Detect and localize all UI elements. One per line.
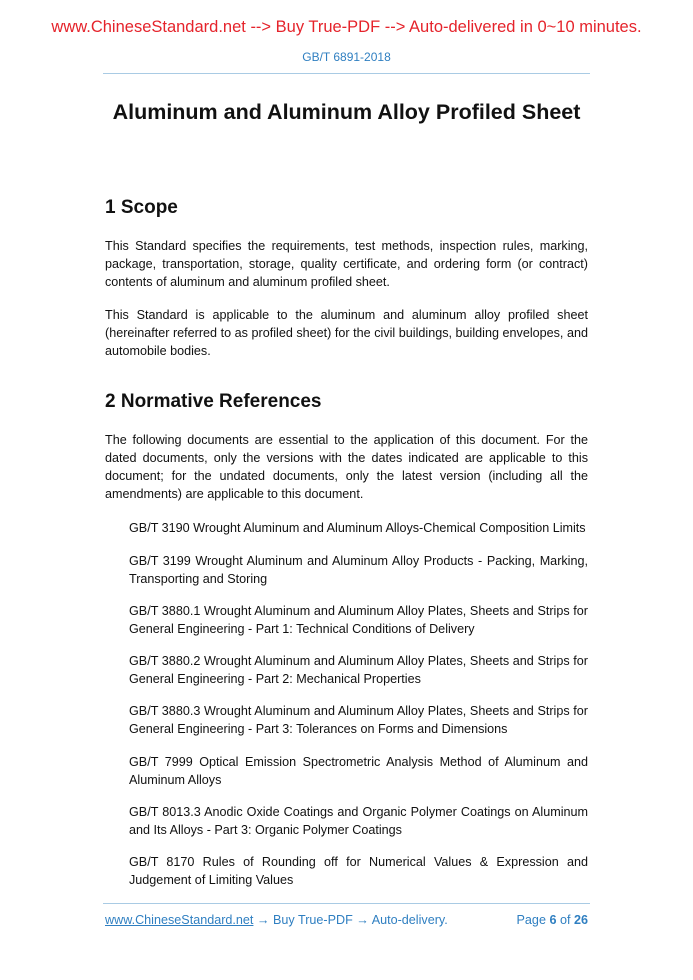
paragraph: This Standard is applicable to the aluminum and aluminum alloy profiled sheet (hereinafter referred to as profiled sheet) for the civil buildings, building envelopes, and automobile bodies. [105, 308, 588, 358]
section-heading-scope: 1 Scope [105, 197, 178, 218]
page-indicator [517, 913, 588, 927]
reference-item: GB/T 8170 Rules of Rounding off for Numerical Values & Expression and Judgement of Limiting Values [129, 855, 588, 887]
page-total: 26 [573, 913, 588, 927]
promo-banner: www.ChineseStandard.net --> Buy True-PDF --> Auto-delivered in 0~10 minutes. [51, 18, 642, 36]
doc-number: GB/T 6891-2018 [302, 50, 391, 64]
reference-item: GB/T 3199 Wrought Aluminum and Aluminum Alloy Products - Packing, Marking, Transporting and Storing [129, 554, 588, 586]
reference-item: GB/T 3880.2 Wrought Aluminum and Aluminum Alloy Plates, Sheets and Strips for General Engineering - Part 2: Mechanical Properties [129, 654, 588, 686]
document-title: Aluminum and Aluminum Alloy Profiled Sheet [112, 100, 581, 124]
footer-promo [105, 913, 448, 927]
page-of: of [556, 913, 574, 927]
page-current: 6 [549, 913, 557, 927]
section-heading-normative-references: 2 Normative References [105, 391, 322, 412]
reference-item: GB/T 3190 Wrought Aluminum and Aluminum Alloys-Chemical Composition Limits [129, 521, 586, 535]
paragraph: The following documents are essential to the application of this document. For the dated documents, only the versions with the dates indicated are applicable to this document; for the undated documents, only the latest version (including all the amendments) are applicable to this document. [105, 433, 588, 501]
reference-item: GB/T 7999 Optical Emission Spectrometric Analysis Method of Aluminum and Aluminum Alloys [129, 755, 588, 787]
footer [105, 913, 588, 927]
footer-tagline: → Buy True-PDF → Auto-delivery. [253, 913, 448, 927]
footer-divider [103, 903, 590, 904]
footer-link[interactable]: www.ChineseStandard.net [105, 913, 254, 927]
paragraph: This Standard specifies the requirements, test methods, inspection rules, marking, package, transportation, storage, quality certificate, and ordering form (or contract) contents of aluminum and aluminum profiled sheet. [105, 239, 588, 289]
page-label: Page [516, 913, 550, 927]
reference-item: GB/T 3880.3 Wrought Aluminum and Aluminum Alloy Plates, Sheets and Strips for General Engineering - Part 3: Tolerances on Forms and Dimensions [129, 704, 588, 736]
reference-item: GB/T 8013.3 Anodic Oxide Coatings and Organic Polymer Coatings on Aluminum and Its Alloys - Part 3: Organic Polymer Coatings [129, 805, 588, 837]
header-divider [103, 73, 590, 74]
reference-item: GB/T 3880.1 Wrought Aluminum and Aluminum Alloy Plates, Sheets and Strips for General Engineering - Part 1: Technical Conditions of Delivery [129, 604, 588, 636]
